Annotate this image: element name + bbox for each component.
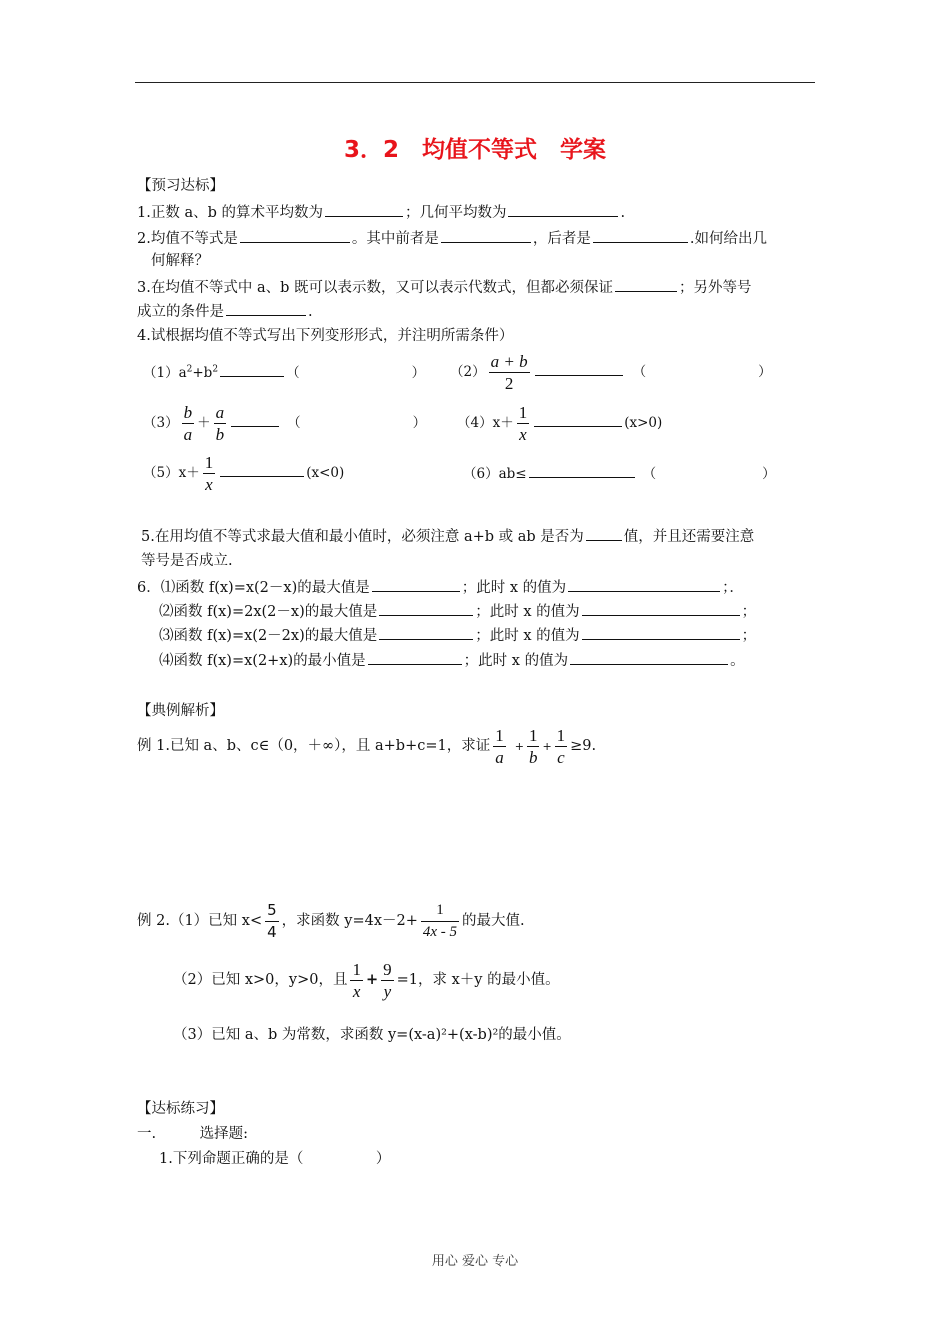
q5-text-b: 值，并且还需要注意 <box>623 529 755 545</box>
item-3-lparen: （ <box>287 415 301 431</box>
q6-4-text-a: ⑷函数 f(x)=x(2+x)的最小值是 <box>159 653 366 669</box>
fraction-1-over-b <box>527 725 540 768</box>
fraction-numerator: 1 <box>352 959 361 979</box>
q2-text-c: ，后者是 <box>532 231 591 247</box>
item-3-label: （3） <box>143 415 179 431</box>
question-6-part-1 <box>137 577 744 598</box>
q6-3-blank-2[interactable] <box>582 625 740 640</box>
fraction-numerator: 5 <box>265 900 279 922</box>
example-2-part-3: （3）已知 a、b 为常数，求函数 y=(x-a)²+(x-b)²的最小值。 <box>173 1027 571 1043</box>
fraction-numerator: 1 <box>528 725 538 745</box>
q1-text-c: . <box>620 205 626 221</box>
fraction-denominator: a <box>183 425 193 444</box>
q3-blank-2[interactable] <box>226 301 306 316</box>
fraction-denominator: x <box>205 475 213 494</box>
question-4: 4.试根据均值不等式写出下列变形形式，并注明所需条件） <box>137 328 514 344</box>
question-2-continued: 何解释？ <box>151 253 209 269</box>
question-3 <box>137 277 751 298</box>
q6-4-blank-2[interactable] <box>570 650 728 665</box>
example-1 <box>137 724 596 769</box>
item-2-blank[interactable] <box>535 361 623 376</box>
example-2-2-text-a: （2）已知 x>0，y>0，且 <box>173 972 348 988</box>
q2-text-d: .如何给出几 <box>689 231 767 247</box>
question-5-continued: 等号是否成立. <box>141 553 233 569</box>
example-1-text: 例 1.已知 a、b、c∈（0，＋∞），且 a+b+c=1，求证 <box>137 738 491 754</box>
item-4-label: （4）x＋ <box>457 415 514 431</box>
item-1-lparen: （ <box>286 365 300 381</box>
q6-1-text-a: 6．⑴函数 f(x)=x(2－x)的最大值是 <box>137 580 370 596</box>
page-title: 3．2 均值不等式 学案 <box>343 137 606 163</box>
item-6-lparen: （ <box>642 466 657 482</box>
fraction-numerator: 1 <box>518 403 528 422</box>
fraction-numerator: 9 <box>383 959 392 979</box>
q6-3-blank-1[interactable] <box>379 625 473 640</box>
fraction-5-over-4 <box>265 900 279 943</box>
item-6-rparen: ） <box>762 466 776 482</box>
q6-3-text-b: ；此时 x 的值为 <box>475 628 580 644</box>
fraction-numerator: a <box>215 403 225 422</box>
q1-text-a: 1.正数 a、b 的算术平均数为 <box>137 205 323 221</box>
item-5-condition: (x<0) <box>306 465 345 481</box>
q6-1-blank-1[interactable] <box>372 577 460 592</box>
q6-2-blank-1[interactable] <box>379 601 473 616</box>
q5-text-a: 5.在用均值不等式求最大值和最小值时，必须注意 a+b 或 ab 是否为 <box>141 529 584 545</box>
fraction-denominator: b <box>528 747 538 767</box>
q6-3-text-c: ； <box>741 628 757 644</box>
section-heading-preview: 【预习达标】 <box>137 178 224 194</box>
item-4 <box>457 402 662 445</box>
item-6-label: （6）ab≤ <box>463 466 527 482</box>
q2-text-a: 2.均值不等式是 <box>137 231 238 247</box>
q1-blank-2[interactable] <box>508 202 618 217</box>
fraction-numerator: 1 <box>204 453 214 472</box>
fraction-denominator: x <box>519 425 527 444</box>
fraction-numerator: 1 <box>495 725 504 745</box>
example-2-2-text-b: =1，求 x＋y 的最小值。 <box>396 972 560 988</box>
fraction-1-over-x <box>517 402 530 445</box>
q2-text-b: 。其中前者是 <box>351 231 439 247</box>
item-1-rparen: ） <box>411 365 426 381</box>
q6-4-text-b: ；此时 x 的值为 <box>463 653 569 669</box>
question-1 <box>137 202 625 223</box>
page-footer: 用心 爱心 专心 <box>431 1254 519 1269</box>
item-1-blank[interactable] <box>220 362 284 377</box>
q6-1-text-c: ；． <box>722 580 744 596</box>
example-1-conclusion: ≥9. <box>570 738 597 754</box>
question-6-part-2 <box>159 601 756 622</box>
item-3-rparen: ） <box>412 415 427 431</box>
fraction-denominator: 4 <box>267 922 277 941</box>
practice-question-1: 1.下列命题正确的是（ ） <box>159 1151 391 1167</box>
question-3-continued <box>137 301 313 322</box>
plus-sign: + <box>514 740 524 753</box>
item-3 <box>143 402 426 445</box>
item-2-lparen: （ <box>632 364 647 380</box>
fraction-numerator: 1 <box>421 900 459 922</box>
q3-text-c: 成立的条件是 <box>137 304 224 320</box>
fraction-1-over-x <box>203 452 216 495</box>
fraction-denominator: c <box>557 747 565 767</box>
q3-text-b: ；另外等号 <box>678 280 752 296</box>
example-2-1-text-b: ，求函数 y=4x－2+ <box>281 913 418 929</box>
fraction-denominator: 2 <box>504 374 514 393</box>
practice-subheading: 一. 选择题: <box>137 1126 248 1142</box>
item-2-label: （2） <box>450 364 486 380</box>
q6-1-blank-2[interactable] <box>568 577 720 592</box>
example-2-part-1 <box>137 899 525 943</box>
item-4-condition: (x>0) <box>624 415 663 431</box>
fraction-denominator: x <box>352 981 361 1001</box>
q6-2-blank-2[interactable] <box>582 601 740 616</box>
q3-blank-1[interactable] <box>615 277 677 292</box>
example-2-1-text-c: 的最大值. <box>462 913 525 929</box>
fraction-numerator: a + b <box>490 352 528 371</box>
item-3-blank[interactable] <box>231 412 279 427</box>
fraction-numerator: 1 <box>556 725 566 745</box>
fraction-denominator: y <box>383 981 392 1001</box>
q6-4-blank-1[interactable] <box>368 650 462 665</box>
q3-text-a: 3.在均值不等式中 a、b 既可以表示数，又可以表示代数式，但都必须保证 <box>137 280 613 296</box>
fraction-b-over-a <box>182 402 195 445</box>
item-6-blank[interactable] <box>529 463 635 478</box>
q2-blank-1[interactable] <box>240 228 350 243</box>
item-4-blank[interactable] <box>534 412 622 427</box>
fraction-9-over-y <box>381 959 394 1002</box>
item-1 <box>143 362 425 383</box>
fraction-1-over-x <box>350 959 363 1002</box>
question-6-part-3 <box>159 625 756 646</box>
fraction-1-over-a <box>493 725 506 768</box>
fraction-a-over-b <box>214 402 227 445</box>
fraction-denominator: 4x - 5 <box>422 923 458 940</box>
fraction-a-plus-b-over-2 <box>489 351 530 394</box>
question-5 <box>141 526 754 547</box>
item-6 <box>463 463 776 484</box>
q6-2-text-a: ⑵函数 f(x)=2x(2－x)的最大值是 <box>159 604 378 620</box>
q6-2-text-c: ； <box>741 604 757 620</box>
q2-blank-3[interactable] <box>593 228 688 243</box>
example-2-part-2 <box>173 958 560 1002</box>
q5-blank[interactable] <box>586 526 622 541</box>
fraction-denominator: b <box>215 425 225 444</box>
fraction-1-over-c <box>555 725 568 768</box>
q1-blank-1[interactable] <box>325 202 403 217</box>
item-5 <box>143 452 344 495</box>
plus-sign: ＋ <box>197 415 211 431</box>
item-2 <box>450 351 772 394</box>
q6-4-text-c: 。 <box>730 653 745 669</box>
item-2-rparen: ） <box>758 364 772 380</box>
q1-text-b: ；几何平均数为 <box>404 205 507 221</box>
question-6-part-4 <box>159 650 745 671</box>
section-heading-examples: 【典例解析】 <box>137 703 224 719</box>
plus-sign: + <box>542 740 552 753</box>
q6-1-text-b: ；此时 x 的值为 <box>461 580 567 596</box>
fraction-denominator: a <box>495 747 504 767</box>
q6-2-text-b: ；此时 x 的值为 <box>475 604 580 620</box>
section-heading-practice: 【达标练习】 <box>137 1101 224 1117</box>
header-rule <box>135 82 815 83</box>
plus-sign: + <box>365 971 379 988</box>
fraction-1-over-4x-minus-5 <box>421 900 459 943</box>
item-5-label: （5）x＋ <box>143 465 200 481</box>
q6-3-text-a: ⑶函数 f(x)=x(2－2x)的最大值是 <box>159 628 378 644</box>
question-2 <box>137 228 767 249</box>
item-1-label: $(1)a^2+b^2$ <box>143 364 219 381</box>
item-5-blank[interactable] <box>220 462 304 477</box>
example-2-1-text-a: 例 2.（1）已知 x< <box>137 913 263 929</box>
q2-blank-2[interactable] <box>441 228 531 243</box>
q3-text-d: . <box>308 304 313 320</box>
fraction-numerator: b <box>183 403 193 422</box>
